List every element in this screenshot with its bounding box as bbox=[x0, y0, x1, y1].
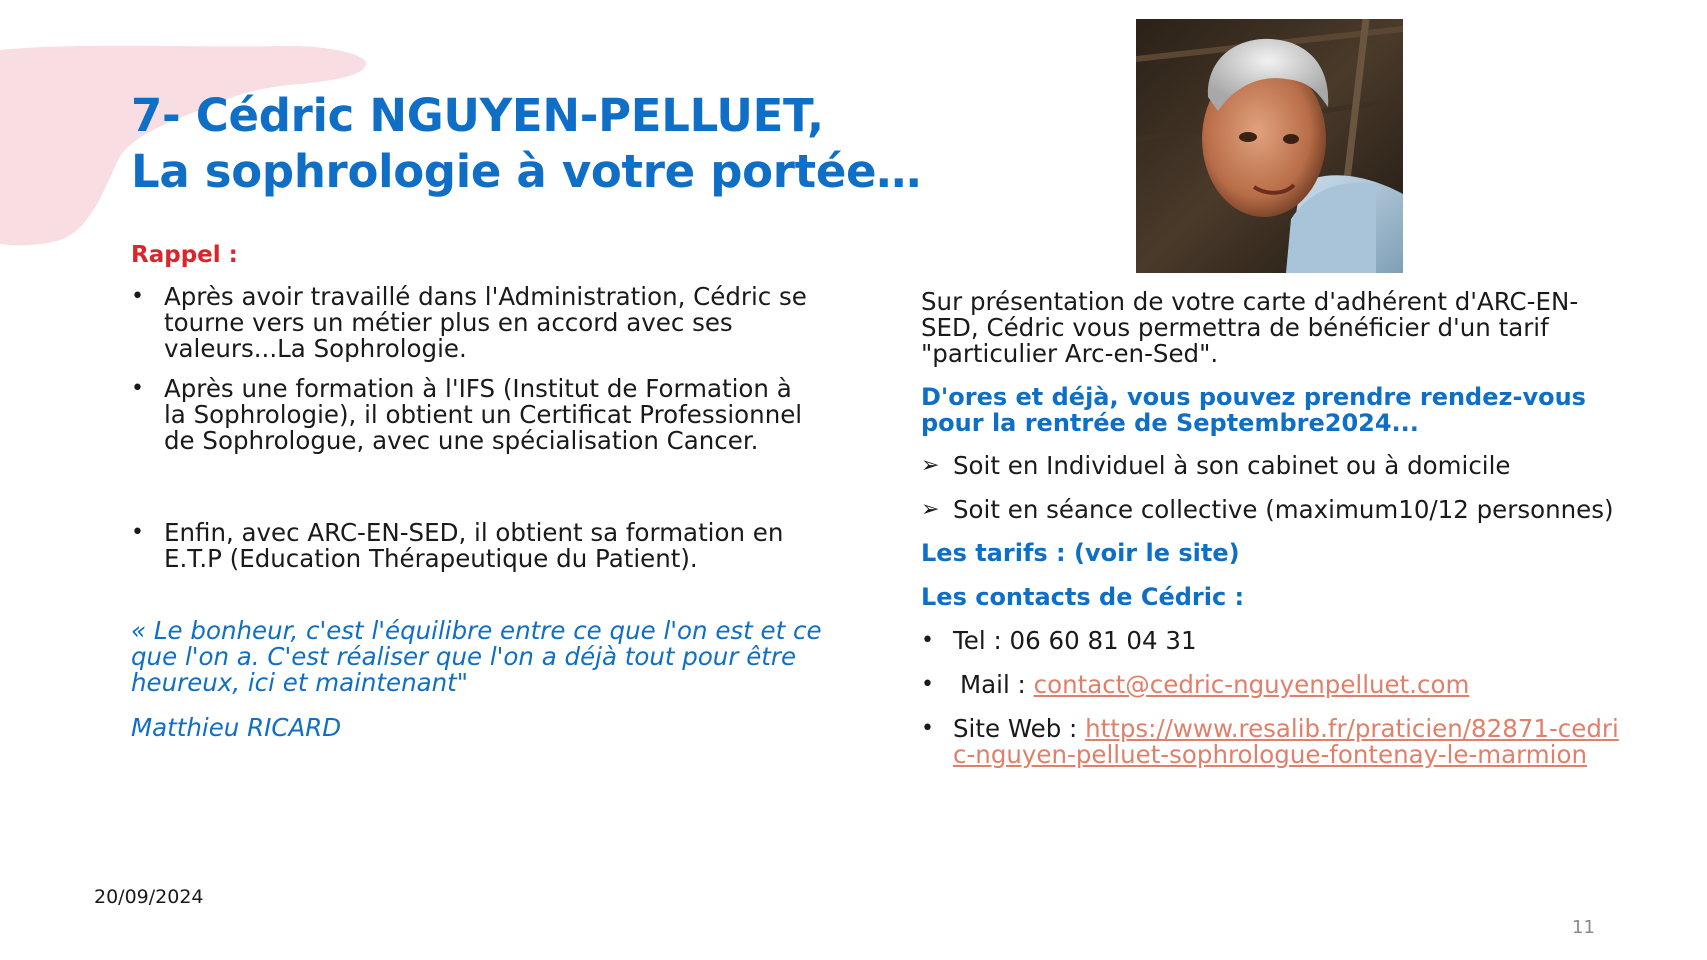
list-item bbox=[131, 376, 811, 454]
option-item bbox=[921, 453, 1621, 479]
contacts-heading: Les contacts de Cédric : bbox=[921, 583, 1245, 611]
web-label: Site Web : bbox=[953, 714, 1086, 743]
intro-paragraph: Sur présentation de votre carte d'adhérent d'ARC-EN-SED, Cédric vous permettra de bénéficier d'un tarif "particulier Arc-en-Sed". bbox=[921, 287, 1579, 368]
arrow-icon: ➢ bbox=[921, 453, 940, 478]
page-number: 11 bbox=[1572, 917, 1595, 938]
slide-title bbox=[131, 88, 921, 200]
contact-tel bbox=[921, 628, 1621, 654]
quote-author: Matthieu RICARD bbox=[131, 713, 342, 742]
website-link[interactable]: https://www.resalib.fr/praticien/82871-cedric-nguyen-pelluet-sophrologue-fontenay-le-marmion bbox=[953, 714, 1619, 769]
bullet-text: Après une formation à l'IFS (Institut de Formation à la Sophrologie), il obtient un Certificat Professionnel de Sophrologue, avec une spécialisation Cancer. bbox=[164, 374, 803, 455]
bullet-icon: • bbox=[921, 672, 934, 697]
bullet-text: Enfin, avec ARC-EN-SED, il obtient sa formation en E.T.P (Education Thérapeutique du Patient). bbox=[164, 518, 784, 573]
bullet-icon: • bbox=[921, 628, 934, 653]
contact-mail bbox=[921, 672, 1621, 698]
right-column bbox=[921, 289, 1621, 768]
left-bullet-list bbox=[131, 284, 811, 572]
bullet-text: Après avoir travaillé dans l'Administration, Cédric se tourne vers un métier plus en accord avec ses valeurs...La Sophrologie. bbox=[164, 282, 807, 363]
title-line-1: 7- Cédric NGUYEN-PELLUET, bbox=[131, 89, 824, 142]
portrait-photo bbox=[1136, 19, 1403, 273]
tarifs-link-text: Les tarifs : (voir le site) bbox=[921, 539, 1240, 567]
quote-text: « Le bonheur, c'est l'équilibre entre ce que l'on est et ce que l'on a. C'est réaliser que l'on a déjà tout pour être heureux, ici et maintenant" bbox=[131, 616, 822, 697]
tel-text: Tel : 06 60 81 04 31 bbox=[953, 626, 1197, 655]
mail-link[interactable]: contact@cedric-nguyenpelluet.com bbox=[1033, 670, 1470, 699]
rappel-label: Rappel : bbox=[131, 242, 238, 268]
appointment-text: D'ores et déjà, vous pouvez prendre rendez-vous pour la rentrée de Septembre2024... bbox=[921, 383, 1586, 437]
bullet-icon: • bbox=[131, 284, 144, 309]
arrow-icon: ➢ bbox=[921, 497, 940, 522]
bullet-icon: • bbox=[131, 376, 144, 401]
bullet-icon: • bbox=[921, 716, 934, 741]
option-text: Soit en séance collective (maximum10/12 personnes) bbox=[953, 495, 1614, 524]
list-item bbox=[131, 284, 811, 362]
option-text: Soit en Individuel à son cabinet ou à domicile bbox=[953, 451, 1511, 480]
slide-date: 20/09/2024 bbox=[94, 886, 204, 908]
list-item bbox=[131, 520, 811, 572]
contact-web bbox=[921, 716, 1621, 768]
option-item bbox=[921, 497, 1621, 523]
bullet-icon: • bbox=[131, 520, 144, 545]
mail-label: Mail : bbox=[960, 670, 1034, 699]
title-line-2: La sophrologie à votre portée… bbox=[131, 145, 921, 198]
